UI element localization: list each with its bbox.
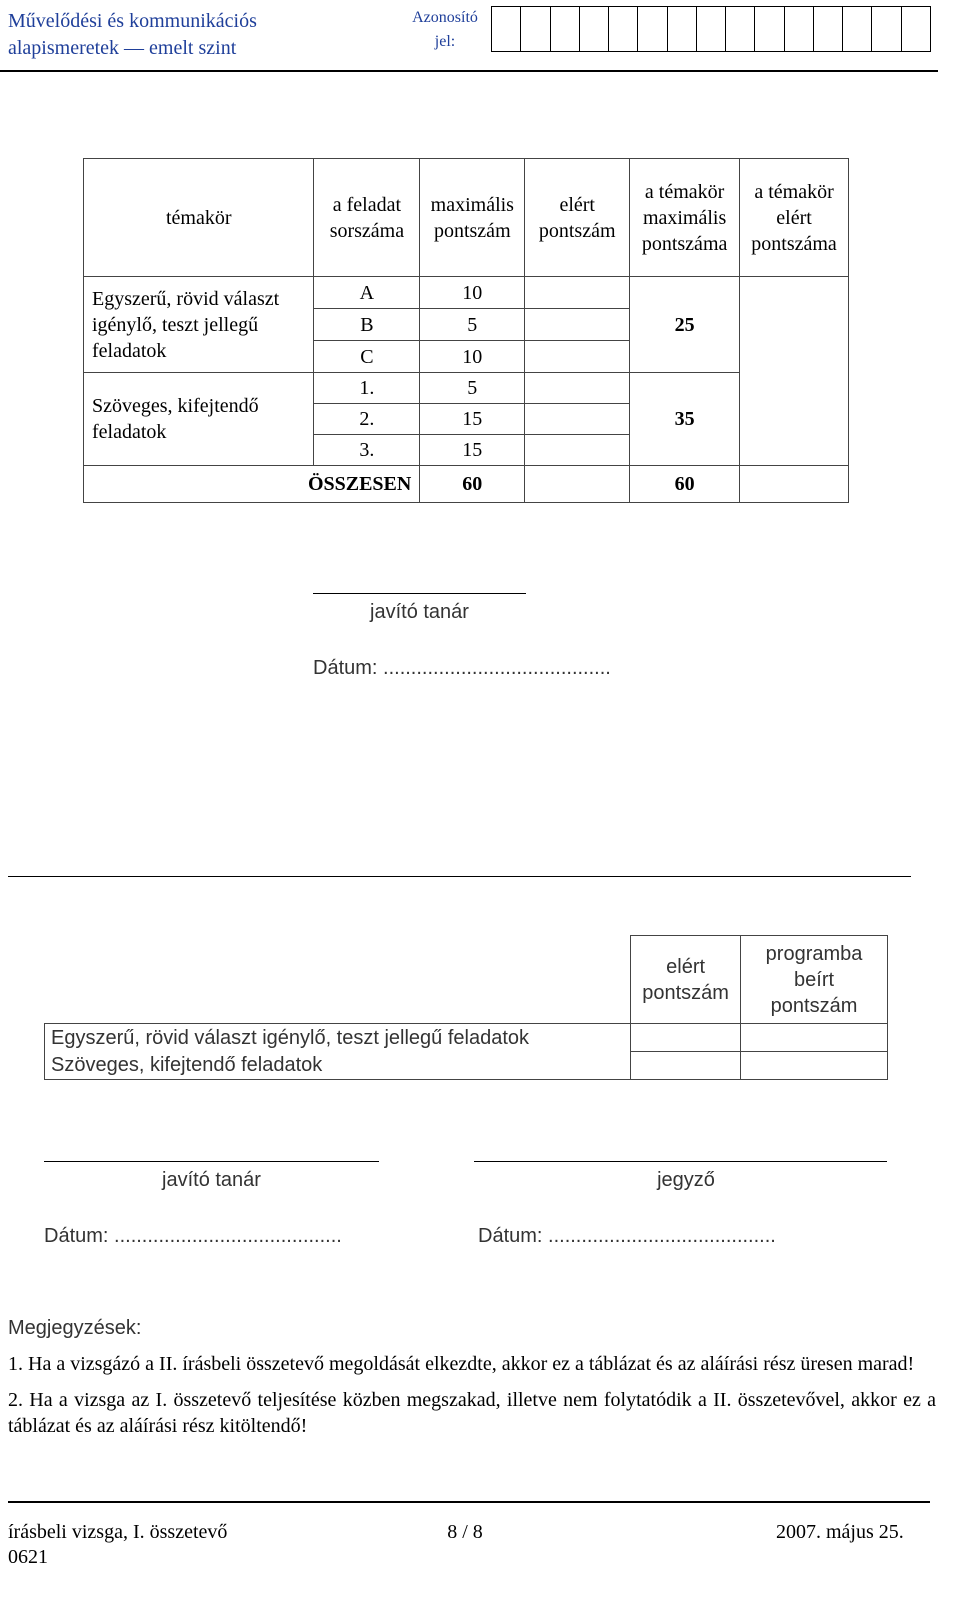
group-name-2 [84, 373, 314, 466]
id-box[interactable] [785, 7, 814, 51]
signature-role-2-right: jegyző [657, 1169, 715, 1191]
header-temakor: témakör [84, 159, 314, 277]
header-elert-pontszam [525, 159, 630, 277]
header-line: sorszáma [329, 219, 405, 242]
task-id: B [314, 309, 420, 341]
task-max: 5 [420, 309, 525, 341]
id-box[interactable] [668, 7, 697, 51]
header-line: pontszám [538, 219, 616, 242]
task-id: 2. [314, 404, 420, 435]
footer-code: 0621 [8, 1546, 48, 1568]
total-elert[interactable] [525, 466, 630, 503]
header-line: maximális [642, 206, 727, 229]
id-box[interactable] [580, 7, 609, 51]
id-box[interactable] [492, 7, 521, 51]
id-box[interactable] [609, 7, 638, 51]
header-line: pontszám [770, 994, 858, 1017]
id-box[interactable] [814, 7, 843, 51]
signature-line[interactable] [44, 1161, 379, 1162]
program-empty-cell [45, 936, 631, 1024]
section-divider [8, 876, 911, 877]
header-programba [741, 936, 888, 1024]
azonosito-label-line1: Azonosító [412, 9, 478, 26]
azonosito-label [408, 6, 482, 54]
signature-role-2-left: javító tanár [162, 1169, 261, 1191]
signature-date-1: Dátum: ......................................... [313, 657, 611, 679]
task-elert[interactable] [525, 277, 630, 309]
task-max: 15 [420, 404, 525, 435]
header-temakor-elert [740, 159, 849, 277]
task-max: 5 [420, 373, 525, 404]
id-box[interactable] [551, 7, 580, 51]
header-line: a feladat [332, 193, 402, 216]
signature-role-1: javító tanár [370, 601, 469, 623]
footer-rule [8, 1501, 930, 1503]
task-id: C [314, 341, 420, 373]
id-box[interactable] [843, 7, 872, 51]
header-line: pontszám [433, 219, 511, 242]
id-box[interactable] [902, 7, 930, 51]
id-box[interactable] [638, 7, 667, 51]
header-line: beírt [794, 968, 835, 991]
task-elert[interactable] [525, 404, 630, 435]
table-row [84, 373, 849, 404]
group-name-line: Egyszerű, rövid választ [92, 287, 280, 310]
table-row [84, 277, 849, 309]
footer-left: írásbeli vizsga, I. összetevő [8, 1521, 228, 1543]
header-line: maximális [430, 193, 514, 216]
header-line: a témakör [754, 180, 834, 203]
azonosito-label-line2: jel: [434, 33, 456, 50]
task-elert[interactable] [525, 341, 630, 373]
notes-section [8, 1315, 936, 1449]
task-max: 10 [420, 341, 525, 373]
note-item-2: 2. Ha a vizsga az I. összetevő teljesítése közben megszakad, illetve nem folytatódik a II. összetevővel, akkor ez a táblázat és az aláírási rész kitöltendő! [8, 1389, 936, 1437]
header-line: pontszáma [751, 232, 837, 255]
header-line: pontszáma [641, 232, 728, 255]
group-elert-cell[interactable] [740, 277, 849, 466]
task-id: A [314, 277, 420, 309]
id-box[interactable] [726, 7, 755, 51]
program-row-label: Szöveges, kifejtendő feladatok [45, 1052, 631, 1080]
header-line: a témakör [644, 180, 725, 203]
score-header-row [84, 159, 849, 277]
group-name-line: feladatok [92, 339, 167, 362]
table-row [45, 1024, 888, 1052]
signature-line[interactable] [313, 593, 526, 594]
header-line: pontszám [642, 981, 729, 1004]
id-box[interactable] [697, 7, 726, 51]
header-feladat-sorszama [314, 159, 420, 277]
task-elert[interactable] [525, 309, 630, 341]
subject-title-line1: Művelődési és kommunikációs [8, 10, 257, 32]
id-code-boxes[interactable] [491, 6, 931, 52]
footer-date: 2007. május 25. [776, 1521, 904, 1543]
total-label: ÖSSZESEN [84, 466, 420, 503]
header-line: elért [666, 955, 706, 978]
header-elert [631, 936, 741, 1024]
header-line: elért [559, 193, 595, 216]
header-rule [0, 70, 938, 72]
signature-line[interactable] [474, 1161, 887, 1162]
table-row [45, 1052, 888, 1080]
program-beirt-cell[interactable] [741, 1024, 888, 1052]
id-box[interactable] [521, 7, 550, 51]
task-max: 10 [420, 277, 525, 309]
group-name-1 [84, 277, 314, 373]
total-topic-max: 60 [630, 466, 740, 503]
task-elert[interactable] [525, 373, 630, 404]
task-id: 3. [314, 435, 420, 466]
group-name-line: Szöveges, kifejtendő [92, 395, 259, 417]
subject-title [8, 8, 257, 62]
task-elert[interactable] [525, 435, 630, 466]
program-elert-cell[interactable] [631, 1024, 741, 1052]
task-id: 1. [314, 373, 420, 404]
total-topic-elert[interactable] [740, 466, 849, 503]
group-name-line: feladatok [92, 421, 167, 443]
score-table [83, 158, 849, 503]
program-row-label: Egyszerű, rövid választ igénylő, teszt jellegű feladatok [45, 1024, 631, 1052]
total-row [84, 466, 849, 503]
id-box[interactable] [872, 7, 901, 51]
footer-page: 8 / 8 [447, 1521, 483, 1543]
signature-date-2-right: Dátum: ......................................... [478, 1225, 776, 1247]
header-line: elért [776, 206, 812, 229]
group-max-2: 35 [630, 373, 740, 466]
program-elert-cell[interactable] [631, 1052, 741, 1080]
notes-title: Megjegyzések: [8, 1317, 142, 1339]
total-max: 60 [420, 466, 525, 503]
header-line: programba [765, 942, 863, 965]
signature-date-2-left: Dátum: ......................................... [44, 1225, 342, 1247]
subject-title-line2: alapismeretek — emelt szint [8, 37, 237, 59]
id-box[interactable] [755, 7, 784, 51]
program-table [44, 935, 888, 1080]
header-maximalis-pontszam [420, 159, 525, 277]
group-max-1: 25 [630, 277, 740, 373]
note-item-1: 1. Ha a vizsgázó a II. írásbeli összetevő megoldását elkezdte, akkor ez a táblázat és az aláírási rész üresen marad! [8, 1353, 915, 1375]
program-beirt-cell[interactable] [741, 1052, 888, 1080]
group-name-line: igénylő, teszt jellegű [92, 313, 259, 336]
header-temakor-max [630, 159, 740, 277]
program-header-row [45, 936, 888, 1024]
task-max: 15 [420, 435, 525, 466]
